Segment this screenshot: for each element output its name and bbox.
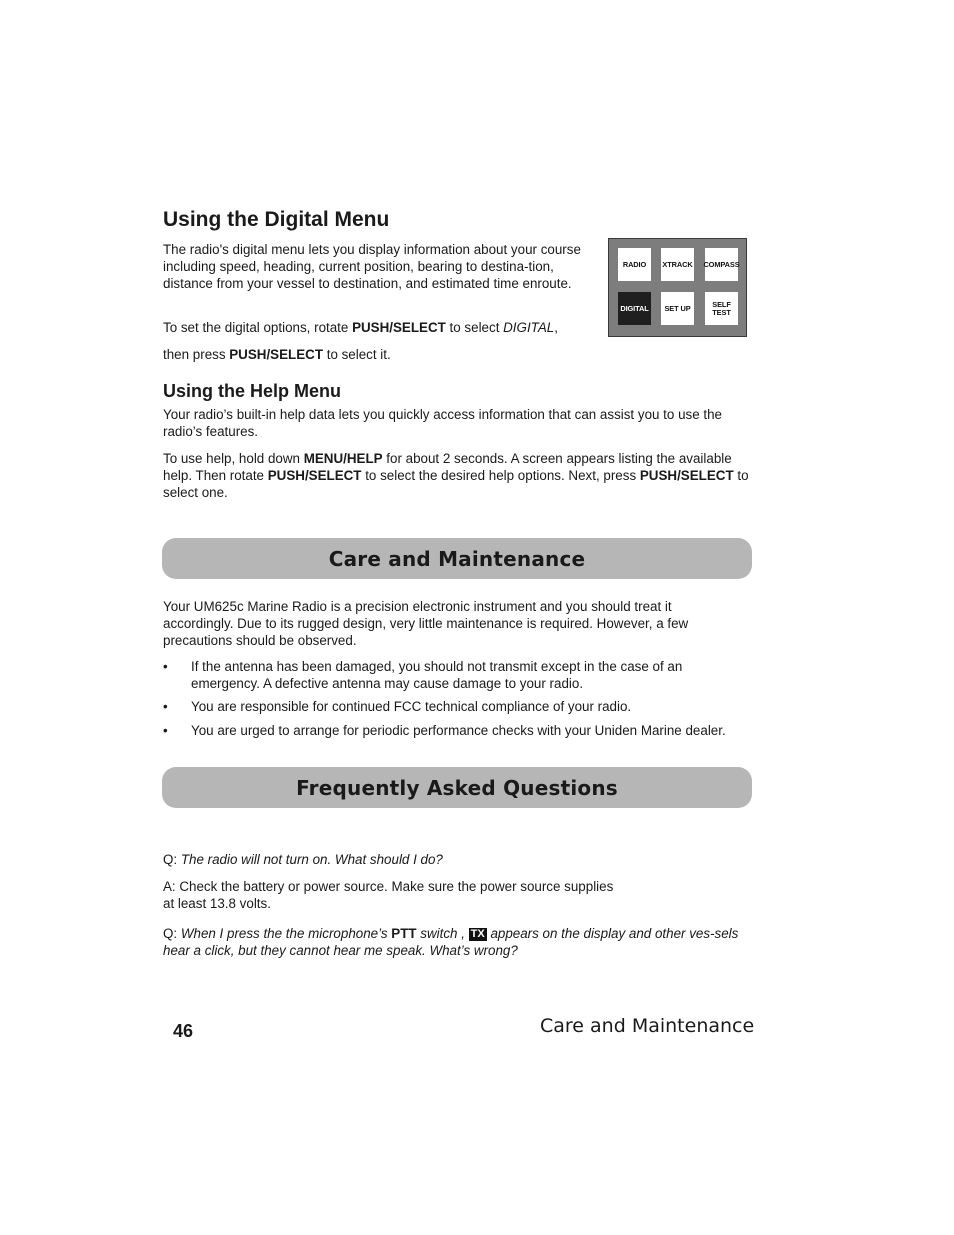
ptt-label: PTT xyxy=(391,926,417,941)
digital-menu-instructions-line2 xyxy=(163,346,603,363)
care-maintenance-banner xyxy=(162,538,752,579)
faq-question-2 xyxy=(163,925,748,959)
tx-indicator-icon: TX xyxy=(470,928,485,940)
list-item-text: You are urged to arrange for periodic performance checks with your Uniden Marine dealer. xyxy=(191,722,726,738)
push-select-label: PUSH/SELECT xyxy=(639,468,734,484)
push-select-label: PUSH/SELECT xyxy=(267,468,362,484)
answer-line: at least 13.8 volts. xyxy=(163,896,271,912)
question-text: The radio will not turn on. What should I do? xyxy=(180,852,443,867)
text-fragment: to select one. xyxy=(163,468,749,501)
bullet-glyph: • xyxy=(163,699,168,715)
faq-answer-1 xyxy=(163,878,643,912)
digital-menu-instructions-line1 xyxy=(163,319,603,336)
push-select-label: PUSH/SELECT xyxy=(352,320,446,335)
help-menu-description: Your radio’s built-in help data lets you quickly access information that can assist you to use the radio’s features. xyxy=(163,407,722,440)
question-text: switch , xyxy=(416,926,469,941)
text-fragment: to select xyxy=(445,320,504,335)
list-item xyxy=(163,698,763,715)
care-maintenance-title: Care and Maintenance xyxy=(328,546,586,571)
text-fragment: to select the desired help options. Next, press xyxy=(361,468,640,484)
page-number: 46 xyxy=(173,1021,194,1041)
digital-option-label: DIGITAL xyxy=(503,320,555,335)
text-fragment: then press xyxy=(163,347,230,362)
faq-question-1 xyxy=(163,851,443,868)
list-item-text: If the antenna has been damaged, you should not transmit except in the case of an emergency. A defective antenna may cause damage to your radio. xyxy=(191,659,683,692)
menu-help-label: MENU/HELP xyxy=(303,451,383,466)
text-fragment: for about 2 seconds. A screen appears listing the available help. Then rotate xyxy=(163,451,732,484)
answer-line: A: Check the battery or power source. Make sure the power source supplies xyxy=(163,879,614,894)
digital-menu-description: The radio's digital menu lets you display information about your course including speed, heading, current position, bearing to destina-tion, distance from your vessel to destination, and estimated time enroute. xyxy=(163,242,581,292)
radio-menu-illustration xyxy=(608,238,747,337)
list-item-text: You are responsible for continued FCC technical compliance of your radio. xyxy=(191,699,632,715)
text-fragment: To set the digital options, rotate xyxy=(163,320,353,335)
menu-button-setup: SET UP xyxy=(661,292,694,325)
faq-banner xyxy=(162,767,752,808)
menu-button-compass: COMPASS xyxy=(705,248,738,281)
care-precautions-list xyxy=(163,658,763,739)
bullet-glyph: • xyxy=(163,722,168,738)
footer-section-title: Care and Maintenance xyxy=(540,1015,755,1037)
question-text: appears on the display and other ves-sels hear a click, but they cannot hear me speak. What’s wrong? xyxy=(163,926,739,959)
care-intro: Your UM625c Marine Radio is a precision electronic instrument and you should treat it accordingly. Due to its rugged design, very little maintenance is required. However, a few precautions should be observed. xyxy=(163,599,689,649)
text-fragment: to select it. xyxy=(323,347,391,362)
question-text: When I press the the microphone’s xyxy=(180,926,392,941)
push-select-label: PUSH/SELECT xyxy=(229,347,323,362)
list-item xyxy=(163,722,763,739)
menu-button-digital: DIGITAL xyxy=(618,292,651,325)
help-menu-instructions xyxy=(163,450,753,502)
menu-button-radio: RADIO xyxy=(618,248,651,281)
text-fragment: To use help, hold down xyxy=(163,451,304,466)
faq-title: Frequently Asked Questions xyxy=(296,775,618,800)
bullet-glyph: • xyxy=(163,659,168,674)
text-fragment: , xyxy=(554,320,558,335)
help-menu-heading: Using the Help Menu xyxy=(163,381,342,401)
menu-button-xtrack: XTRACK xyxy=(661,248,694,281)
question-prefix: Q: xyxy=(163,852,181,867)
list-item xyxy=(163,658,736,692)
digital-menu-heading: Using the Digital Menu xyxy=(163,208,390,231)
menu-button-self-test: SELF TEST xyxy=(705,292,738,325)
question-prefix: Q: xyxy=(163,926,181,941)
